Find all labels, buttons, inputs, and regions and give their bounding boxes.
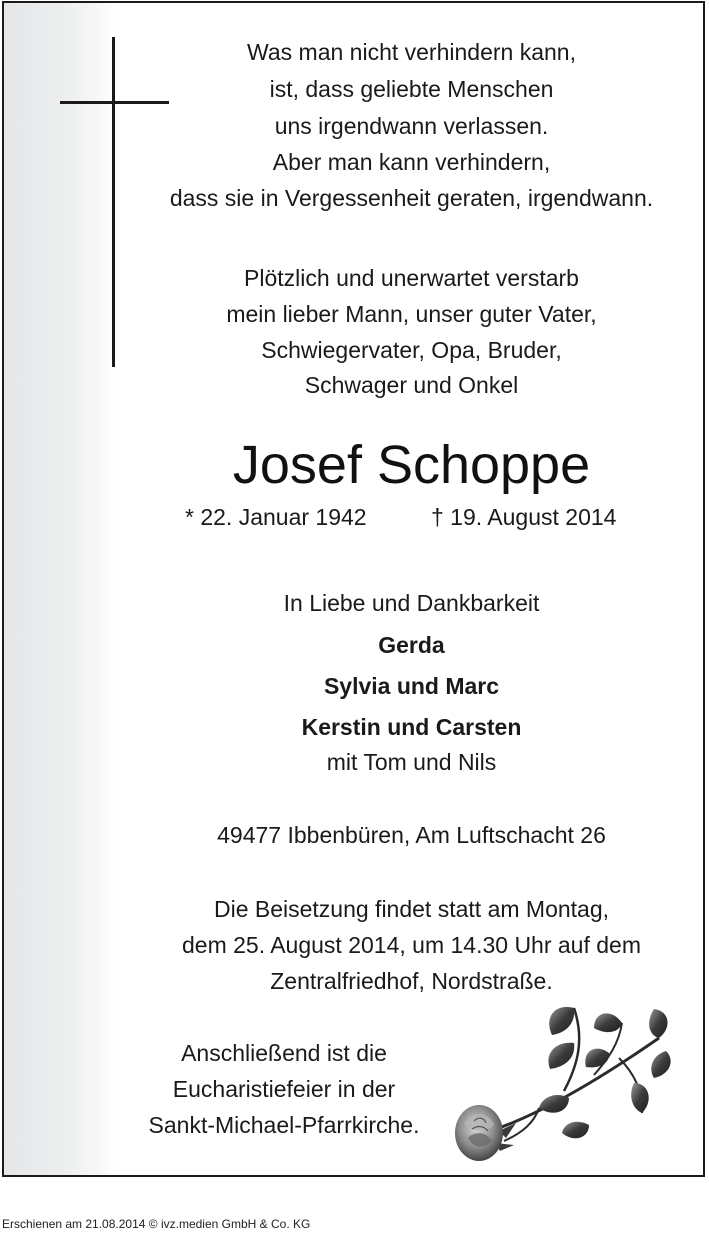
funeral-line-3: Zentralfriedhof, Nordstraße. [270,968,553,994]
deceased-name: Josef Schoppe [232,435,591,495]
service-line-3: Sankt-Michael-Pfarrkirche. [148,1112,420,1138]
publication-footer: Erschienen am 21.08.2014 © ivz.medien GmbH & Co. KG [2,1217,311,1231]
funeral-line-2: dem 25. August 2014, um 14.30 Uhr auf dem [181,932,641,958]
service-line-1: Anschließend ist die [181,1040,387,1066]
poem-line-3: uns irgendwann verlassen. [274,113,549,139]
announcement-line-4: Schwager und Onkel [304,372,519,398]
mourners-extra: mit Tom und Nils [326,749,497,775]
announcement-line-1: Plötzlich und unerwartet verstarb [244,265,579,291]
poem-line-2: ist, dass geliebte Menschen [269,76,554,102]
service-line-2: Eucharistiefeier in der [172,1076,396,1102]
birth-date: * 22. Januar 1942 [185,504,367,530]
mourner-name-1: Gerda [378,632,445,658]
address: 49477 Ibbenbüren, Am Luftschacht 26 [217,822,606,848]
poem-line-1: Was man nicht verhindern kann, [247,39,576,65]
mourner-name-2: Sylvia und Marc [323,673,500,699]
funeral-line-1: Die Beisetzung findet statt am Montag, [213,896,610,922]
announcement-line-3: Schwiegervater, Opa, Bruder, [261,337,562,363]
announcement-line-2: mein lieber Mann, unser guter Vater, [226,301,597,327]
death-date: † 19. August 2014 [431,504,617,530]
obituary-card [2,1,705,1177]
poem-line-5: dass sie in Vergessenheit geraten, irgendwann. [169,185,654,211]
mourners-intro: In Liebe und Dankbarkeit [283,590,540,616]
life-dates [0,503,709,531]
rose-icon [444,983,694,1173]
side-shade [4,3,116,1175]
poem-line-4: Aber man kann verhindern, [272,149,551,175]
mourner-name-3: Kerstin und Carsten [301,714,522,740]
